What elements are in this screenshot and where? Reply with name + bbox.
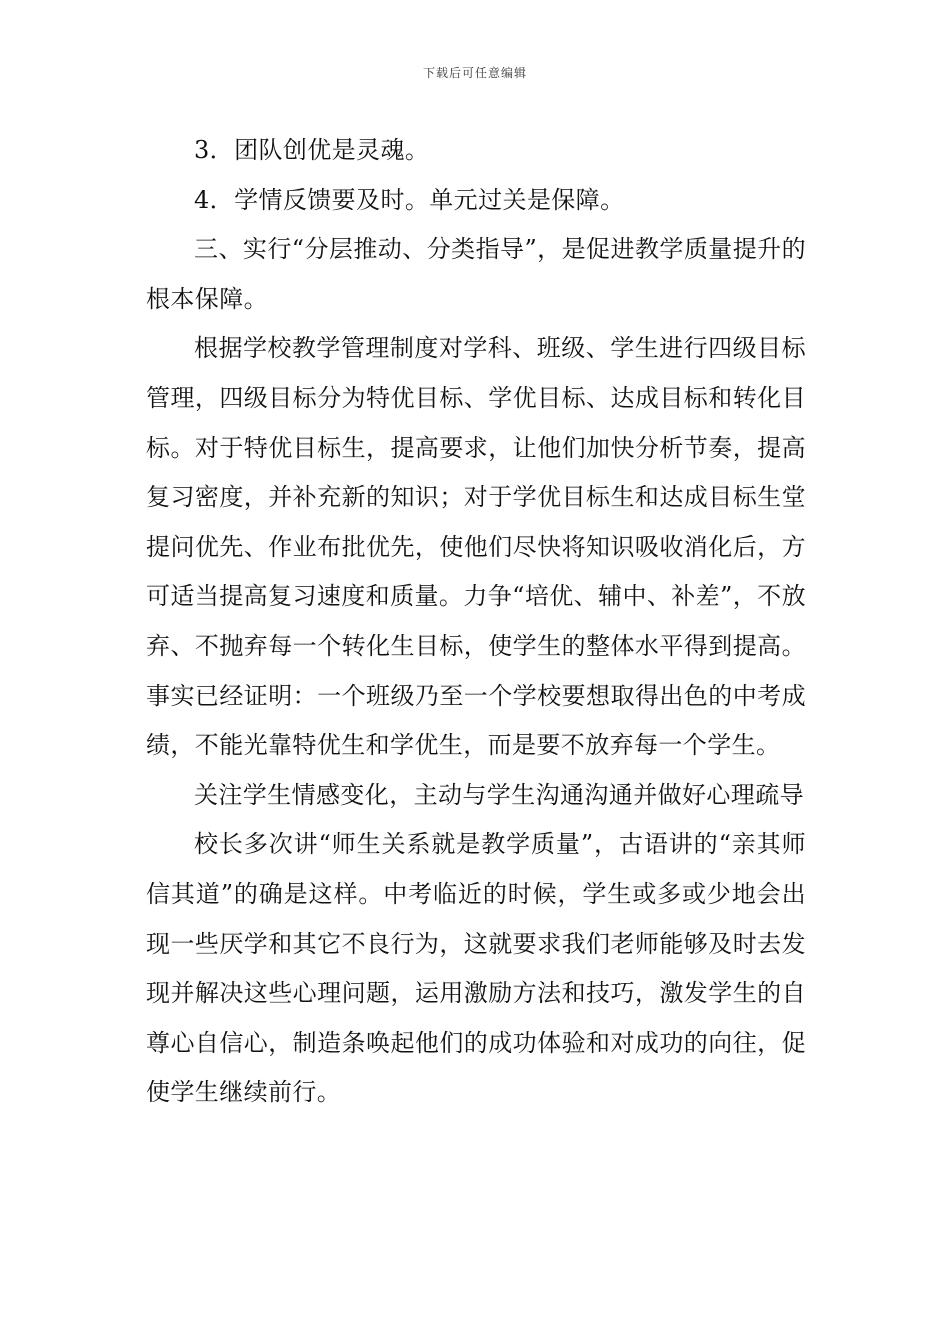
paragraph-teacher-student-relationship: 校长多次讲“师生关系就是教学质量”，古语讲的“亲其师信其道”的确是这样。中考临近的时候，学生或多或少地会出现一些厌学和其它不良行为，这就要求我们老师能够及时去发现并解决这些心理问题，运用激励方法和技巧，激发学生的自尊心自信心，制造条唤起他们的成功体验和对成功的向往，促使学生继续前行。 — [146, 830, 806, 1107]
paragraph-target-management: 根据学校教学管理制度对学科、班级、学生进行四级目标管理，四级目标分为特优目标、学优目标、达成目标和转化目标。对于特优目标生，提高要求，让他们加快分析节奏，提高复习密度，并补充新的知识；对于学优目标生和达成目标生堂提问优先、作业布批优先，使他们尽快将知识吸收消化后，方可适当提高复习速度和质量。力争“培优、辅中、补差”，不放弃、不抛弃每一个转化生目标，使学生的整体水平得到提高。事实已经证明：一个班级乃至一个学校要想取得出色的中考成绩，不能光靠特优生和学优生，而是要不放弃每一个学生。 — [146, 334, 806, 760]
paragraph-point-3: 3．团队创优是灵魂。 — [194, 136, 430, 164]
section-heading-three: 三、实行“分层推动、分类指导”，是促进教学质量提升的根本保障。 — [146, 235, 806, 313]
paragraph-emotional-care: 关注学生情感变化，主动与学生沟通沟通并做好心理疏导 — [194, 780, 804, 809]
paragraph-point-4: 4．学情反馈要及时。单元过关是保障。 — [194, 185, 625, 214]
page-header: 下载后可任意编辑 — [422, 66, 527, 80]
document-body — [146, 126, 806, 1118]
